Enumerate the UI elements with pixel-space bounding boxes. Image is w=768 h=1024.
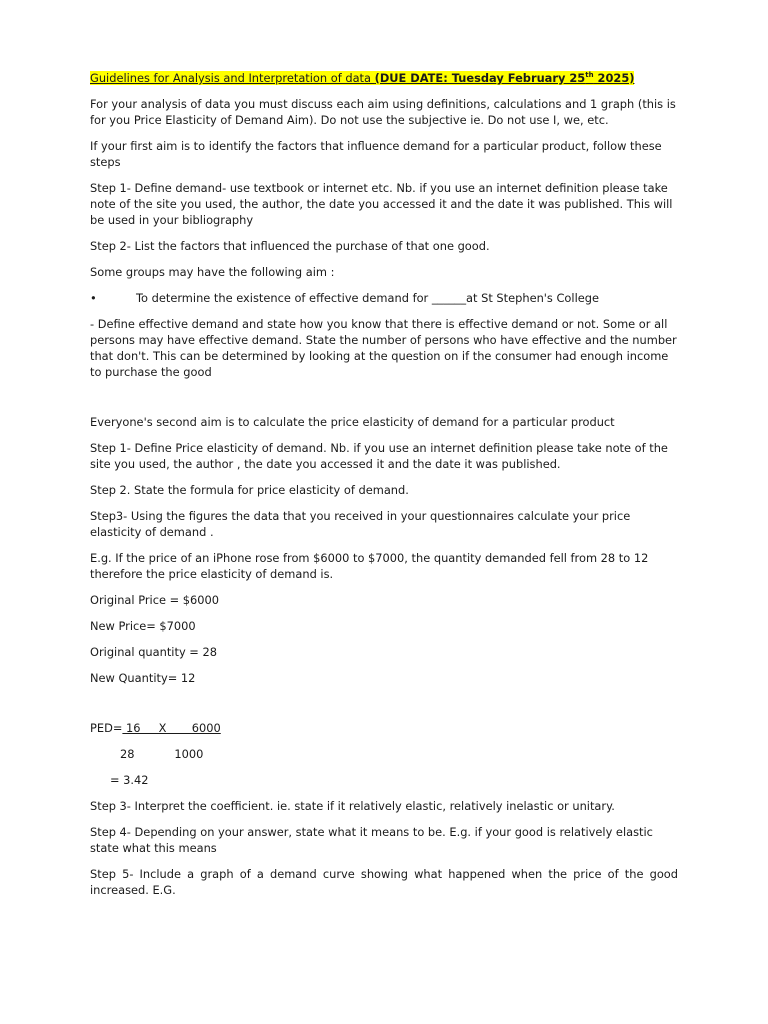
due-date	[375, 71, 635, 85]
ped-formula-denominator: 28 1000	[120, 747, 204, 761]
due-date-prefix: (DUE DATE: Tuesday February 25	[374, 71, 586, 85]
effective-demand-paragraph: - Define effective demand and state how you know that there is effective demand or not. Some or all persons may have effective demand. State the number of persons who have effective and the number that don't. This can be determined by looking at the question on if the consumer had enough income to purchase the good	[90, 317, 677, 379]
ped-result: = 3.42	[110, 773, 149, 787]
step1-paragraph: Step 1- Define demand- use textbook or internet etc. Nb. if you use an internet definition please take note of the site you used, the author, the date you accessed it and the date it was published. This will be used in your bibliography	[90, 181, 673, 227]
document-title	[90, 70, 678, 86]
new-quantity: New Quantity= 12	[90, 671, 196, 685]
original-price: Original Price = $6000	[90, 593, 220, 607]
title-text: Guidelines for Analysis and Interpretation of data	[90, 71, 375, 85]
interpret-step5-paragraph: Step 5- Include a graph of a demand curve showing what happened when the price of the good increased. E.G.	[90, 867, 678, 897]
ped-label: PED=	[90, 721, 123, 735]
some-groups-paragraph: Some groups may have the following aim :	[90, 265, 335, 279]
bullet-text: To determine the existence of effective demand for ______at St Stephen's College	[136, 291, 599, 305]
ped-step1-paragraph: Step 1- Define Price elasticity of demand. Nb. if you use an internet definition please take note of the site you used, the author , the date you accessed it and the date it was published.	[90, 441, 668, 471]
second-aim-paragraph: Everyone's second aim is to calculate the price elasticity of demand for a particular product	[90, 415, 615, 429]
ped-step2-paragraph: Step 2. State the formula for price elasticity of demand.	[90, 483, 409, 497]
document-body	[90, 70, 678, 908]
step2-paragraph: Step 2- List the factors that influenced the purchase of that one good.	[90, 239, 490, 253]
ped-formula-numerator	[90, 720, 678, 736]
ped-numerator: 16 X 6000	[122, 721, 221, 735]
bullet-symbol: •	[90, 291, 97, 305]
first-aim-paragraph: If your first aim is to identify the factors that influence demand for a particular product, follow these steps	[90, 139, 662, 169]
due-date-suffix: 2025)	[593, 71, 635, 85]
due-date-sup: th	[585, 71, 594, 80]
spacer	[90, 696, 678, 720]
interpret-step3-paragraph: Step 3- Interpret the coefficient. ie. state if it relatively elastic, relatively inelastic or unitary.	[90, 799, 615, 813]
intro-paragraph: For your analysis of data you must discuss each aim using definitions, calculations and 1 graph (this is for you Price Elasticity of Demand Aim). Do not use the subjective ie. Do not use I, we, etc.	[90, 97, 676, 127]
example-paragraph: E.g. If the price of an iPhone rose from $6000 to $7000, the quantity demanded fell from 28 to 12 therefore the price elasticity of demand is.	[90, 551, 649, 581]
ped-step3-paragraph: Step3- Using the figures the data that you received in your questionnaires calculate your price elasticity of demand .	[90, 509, 631, 539]
new-price: New Price= $7000	[90, 619, 196, 633]
original-quantity: Original quantity = 28	[90, 645, 217, 659]
bullet-item	[90, 290, 678, 306]
spacer	[90, 390, 678, 414]
interpret-step4-paragraph: Step 4- Depending on your answer, state what it means to be. E.g. if your good is relatively elastic state what this means	[90, 825, 653, 855]
